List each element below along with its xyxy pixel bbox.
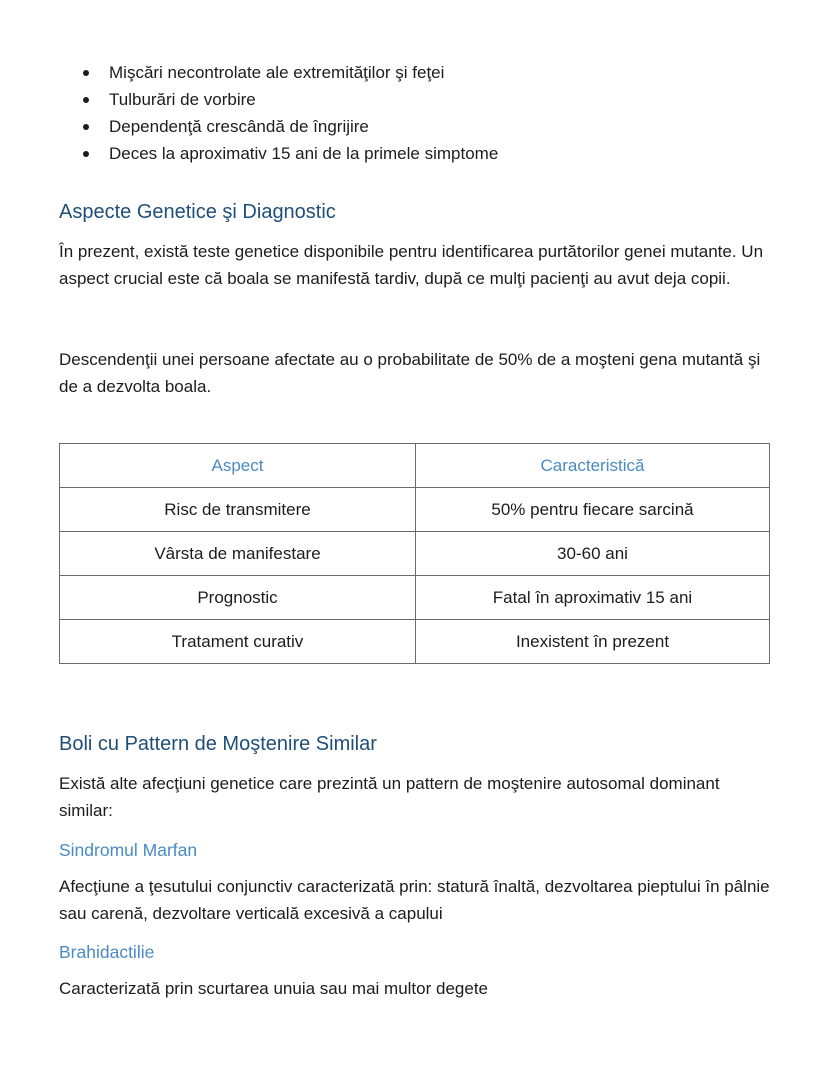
bullet-icon [83, 151, 89, 157]
subheading-brachydactyly: Brahidactilie [59, 942, 155, 962]
list-item-text: Deces la aproximativ 15 ani de la primele simptome [109, 144, 499, 163]
table-cell: Inexistent în prezent [416, 620, 770, 664]
table-header-row [60, 444, 770, 488]
list-item [59, 86, 498, 113]
genetics-paragraph-1: În prezent, există teste genetice disponibile pentru identificarea purtătorilor genei mutante. Un aspect crucial este că boala se manifestă tardiv, după ce mulţi pacienţi au avut deja copii. [59, 242, 764, 288]
characteristics-table [59, 443, 770, 664]
table-row [60, 576, 770, 620]
symptom-list [59, 59, 498, 167]
list-item [59, 59, 498, 86]
table-cell: 30-60 ani [416, 532, 770, 576]
table-cell: 50% pentru fiecare sarcină [416, 488, 770, 532]
table-row [60, 532, 770, 576]
table-cell: Risc de transmitere [60, 488, 416, 532]
subheading-marfan: Sindromul Marfan [59, 840, 198, 860]
table-header-characteristic: Caracteristică [416, 444, 770, 488]
section-heading-genetics: Aspecte Genetice şi Diagnostic [59, 201, 336, 223]
list-item [59, 140, 498, 167]
table-row [60, 488, 770, 532]
table-cell: Vârsta de manifestare [60, 532, 416, 576]
bullet-icon [83, 124, 89, 130]
list-item [59, 113, 498, 140]
table-cell: Tratament curativ [60, 620, 416, 664]
brachydactyly-description: Caracterizată prin scurtarea unuia sau mai multor degete [59, 979, 488, 998]
similar-diseases-intro: Există alte afecţiuni genetice care prezintă un pattern de moştenire autosomal dominant similar: [59, 774, 720, 820]
table-cell: Prognostic [60, 576, 416, 620]
marfan-description: Afecţiune a ţesutului conjunctiv caracterizată prin: statură înaltă, dezvoltarea pieptului în pâlnie sau carenă, dezvoltare verticală excesivă a capului [59, 877, 770, 923]
bullet-icon [83, 97, 89, 103]
genetics-paragraph-2: Descendenţii unei persoane afectate au o probabilitate de 50% de a moşteni gena mutantă şi de a dezvolta boala. [59, 350, 761, 396]
table-header-aspect: Aspect [60, 444, 416, 488]
list-item-text: Dependenţă crescândă de îngrijire [109, 117, 369, 136]
list-item-text: Mişcări necontrolate ale extremităţilor şi feţei [109, 63, 445, 82]
table-cell: Fatal în aproximativ 15 ani [416, 576, 770, 620]
section-heading-similar-diseases: Boli cu Pattern de Moştenire Similar [59, 733, 377, 755]
bullet-icon [83, 70, 89, 76]
list-item-text: Tulburări de vorbire [109, 90, 256, 109]
table-row [60, 620, 770, 664]
